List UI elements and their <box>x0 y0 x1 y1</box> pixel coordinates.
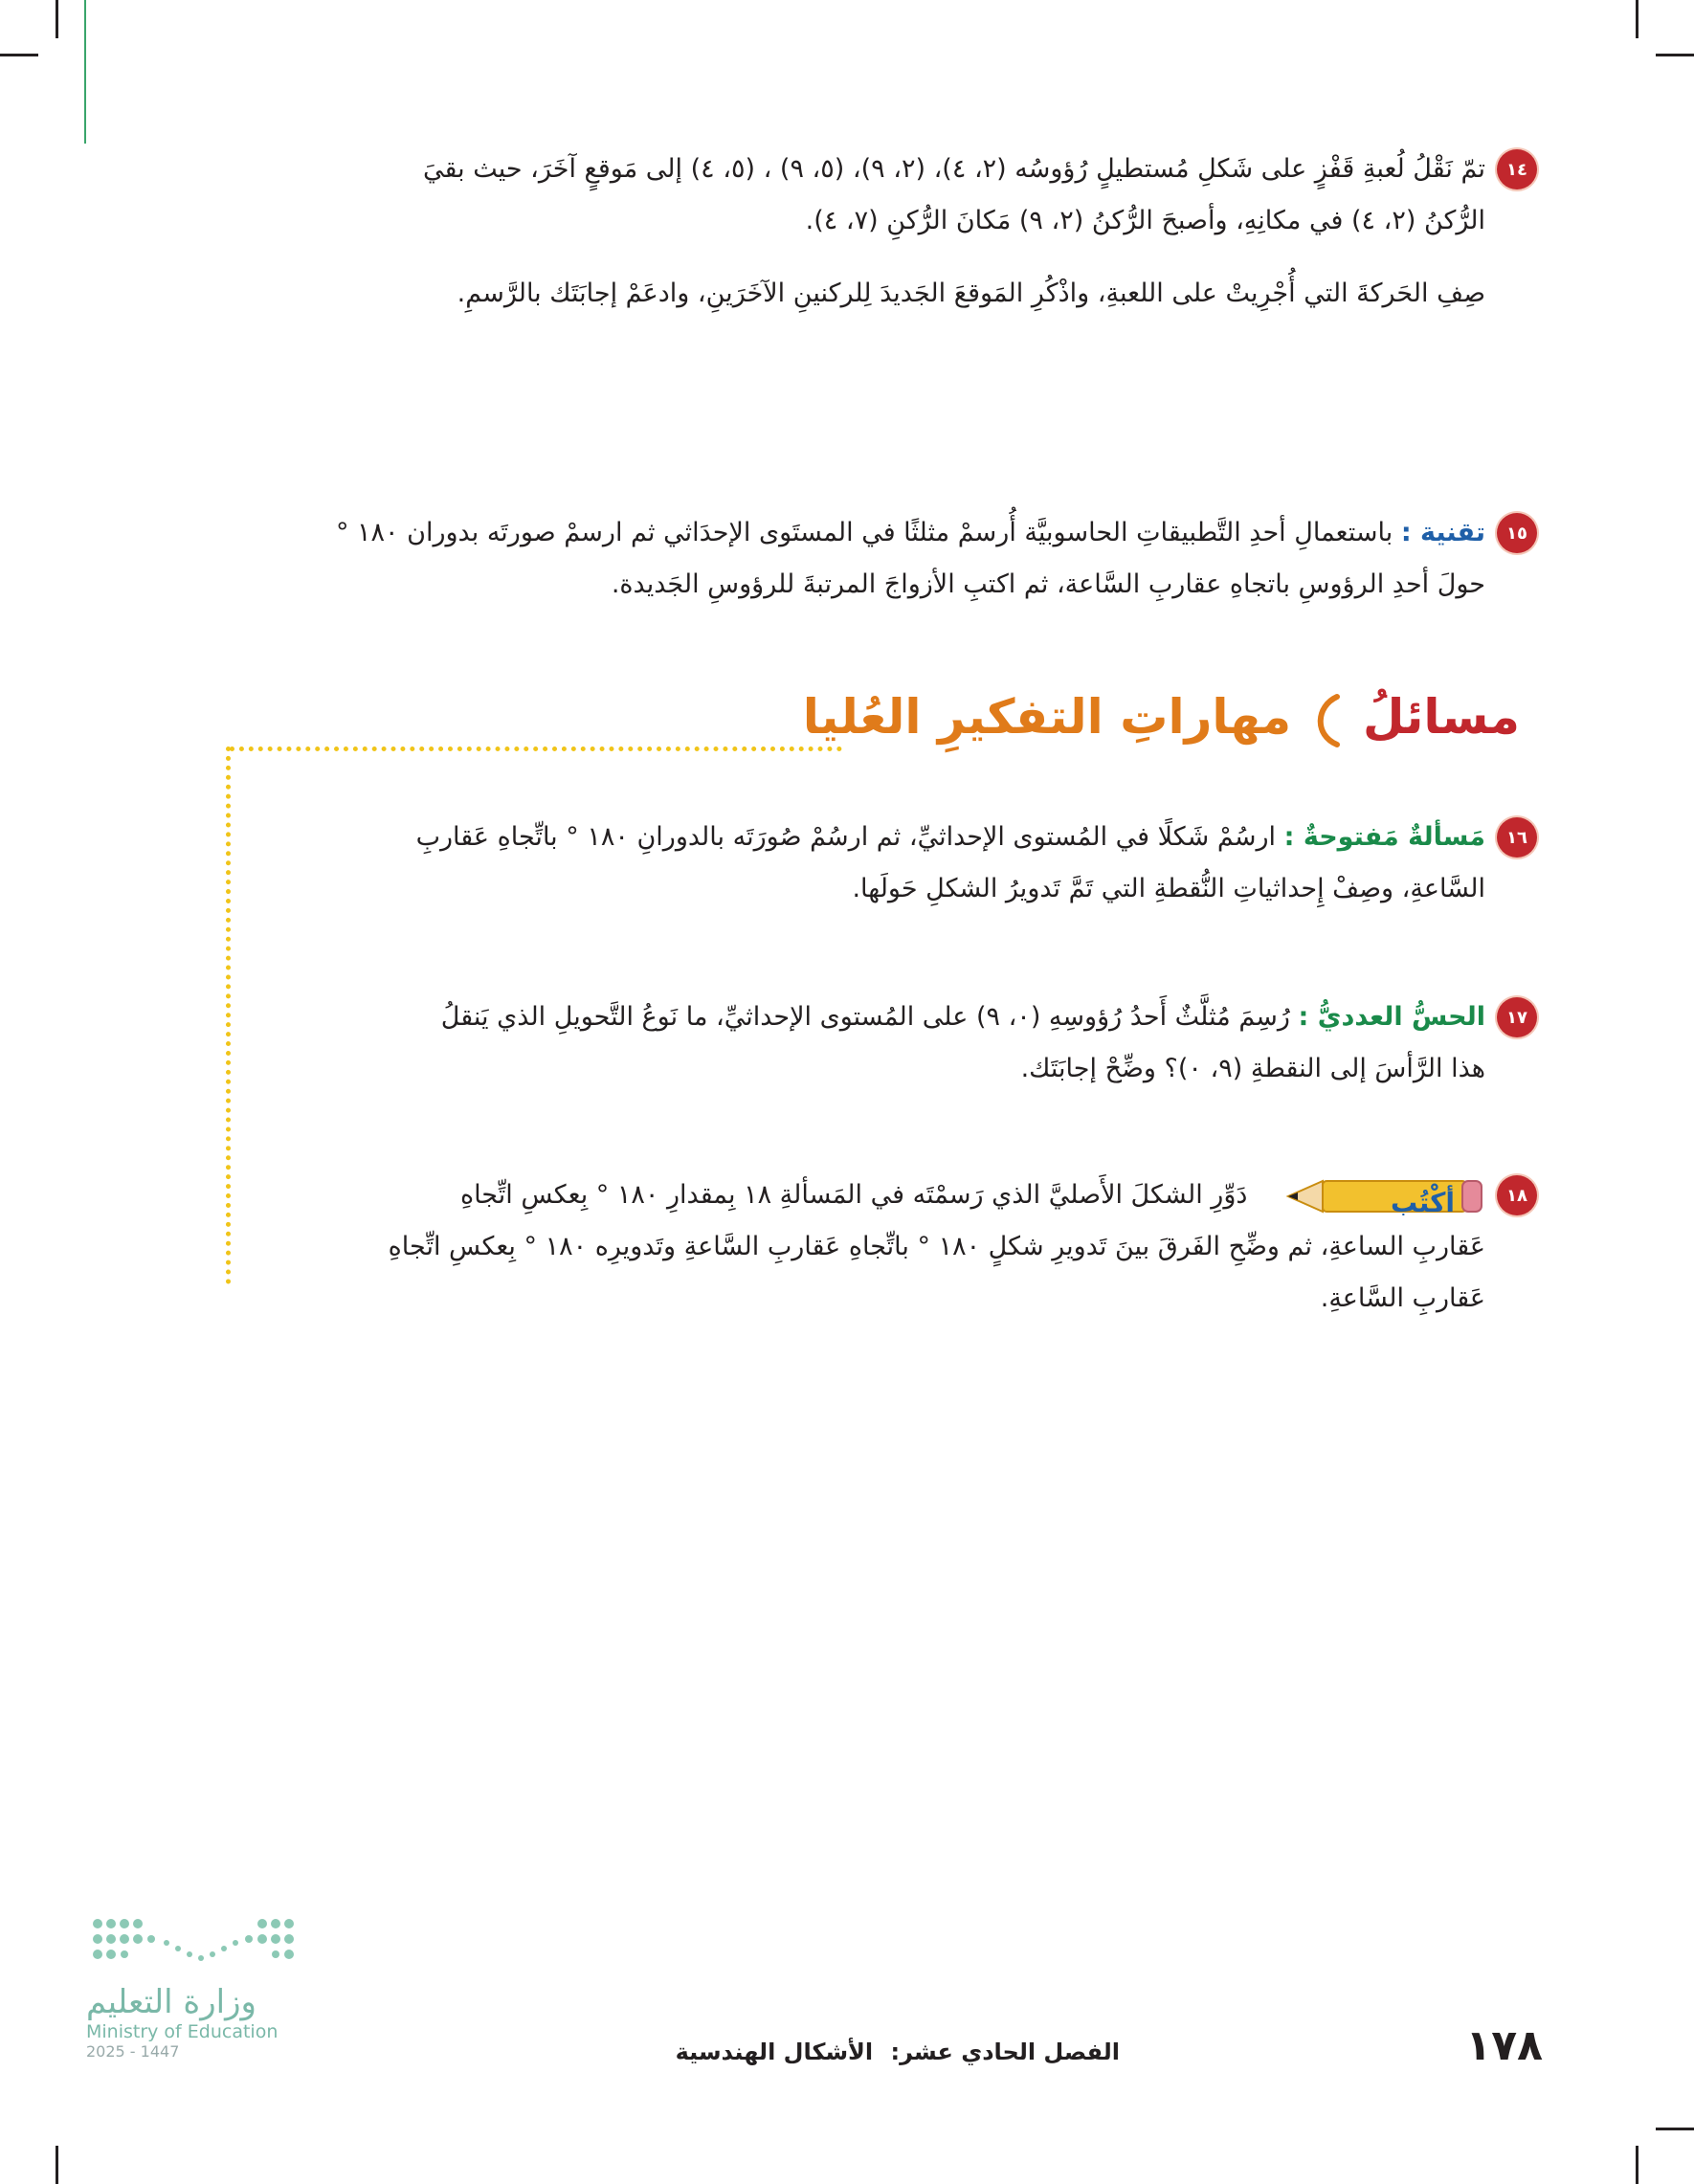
crop-mark <box>56 2146 58 2184</box>
crop-mark <box>1636 2146 1638 2184</box>
crop-mark <box>1656 2128 1694 2130</box>
problem-text-line <box>182 1170 1485 1221</box>
footer-chapter-label: الفصل الحادي عشر: <box>890 2039 1120 2065</box>
footer-chapter <box>676 2039 1120 2065</box>
problem-label: تقنية : <box>1400 518 1485 547</box>
crop-mark <box>56 0 58 38</box>
problem-text-line <box>182 812 1485 863</box>
problem-number: ١٤ <box>1497 149 1537 189</box>
problem-label: الحسُّ العدديُّ : <box>1298 1002 1485 1032</box>
problem-14 <box>182 144 1527 320</box>
problem-17 <box>182 992 1527 1095</box>
footer-chapter-title: الأشكال الهندسية <box>675 2039 874 2065</box>
write-badge <box>1284 1175 1485 1217</box>
ministry-dots-icon <box>86 1914 306 1972</box>
dotted-border-top <box>230 747 842 751</box>
crop-mark <box>1656 54 1694 56</box>
problem-text-line: تمّ نَقْلُ لُعبةِ قَفْزٍ على شَكلِ مُستطيلٍ رُؤوسُه (٢، ٤)، (٢، ٩)، (٥، ٩) ، (٥، ٤) إلى مَوقعٍ آخَرَ، حيث بقيَ <box>422 154 1485 184</box>
crop-mark <box>1636 0 1638 38</box>
problem-text-line: عَقاربِ الساعةِ، ثم وضِّحِ الفَرقَ بينَ تَدويرِ شكلٍ ١٨٠ ° باتِّجاهِ عَقاربِ السَّاعةِ وتَدويرِه ١٨٠ ° بِعكسِ اتِّجاهِ <box>388 1232 1485 1261</box>
logo-year: 2025 - 1447 <box>86 2042 180 2061</box>
green-margin-line <box>84 0 86 144</box>
problem-label: مَسألةٌ مَفتوحةٌ : <box>1283 822 1485 852</box>
problem-text-line: حولَ أحدِ الرؤوسِ باتجاهِ عقاربِ السَّاعة، ثم اكتبِ الأزواجَ المرتبةَ للرؤوسِ الجَديدة. <box>611 569 1485 599</box>
problem-text: باستعمالِ أحدِ التَّطبيقاتِ الحاسوبيَّة أُرسمْ مثلثًا في المستَوى الإحدَاثي ثم ارسمْ صورتَه بدوران ١٨٠ ° <box>335 518 1393 547</box>
problem-text-line <box>182 507 1485 559</box>
section-title-orange: مهاراتِ التفكيرِ العُليا <box>802 689 1292 745</box>
problem-text: دَوِّرِ الشكلَ الأَصليَّ الذي رَسمْتَه في المَسألةِ ١٨ بِمقدارِ ١٨٠ ° بِعكسِ اتِّجاهِ <box>459 1180 1248 1210</box>
problem-text-line: صِفِ الحَركةَ التي أُجْرِيتْ على اللعبةِ، واذْكُرِ المَوقعَ الجَديدَ لِلركنينِ الآخَرَينِ، وادعَمْ إجابَتَك بالرَّسمِ. <box>457 279 1485 308</box>
problem-text-line <box>182 992 1485 1043</box>
section-title <box>803 689 1520 748</box>
problem-text-line: عَقاربِ السَّاعةِ. <box>1320 1283 1485 1313</box>
problem-15 <box>182 507 1527 611</box>
problem-number: ١٧ <box>1497 997 1537 1037</box>
problem-text-line: هذا الرَّأسَ إلى النقطةِ (٩، ٠)؟ وضِّحْ إجابَتَك. <box>1020 1054 1485 1083</box>
problem-16 <box>182 812 1527 915</box>
section-title-red: مسائلُ <box>1362 689 1520 745</box>
pencil-icon <box>1284 1175 1485 1217</box>
problem-text: ارسُمْ شَكلًا في المُستوى الإحداثيِّ، ثم ارسُمْ صُورَتَه بالدورانِ ١٨٠ ° باتِّجاهِ عَقاربِ <box>415 822 1277 852</box>
write-badge-label: أكْتُب <box>1391 1186 1455 1218</box>
problem-number: ١٥ <box>1497 513 1537 553</box>
problem-text-line: السَّاعةِ، وصِفْ إِحداثياتِ النُّقطةِ التي تَمَّ تَدويرُ الشكلِ حَولَها. <box>852 874 1485 903</box>
problem-number: ١٨ <box>1497 1175 1537 1215</box>
logo-arabic: وزارة التعليم <box>86 1983 256 2021</box>
problem-18 <box>182 1170 1527 1325</box>
problem-text: رُسِمَ مُثلَّثٌ أَحدُ رُؤوسِهِ (٠، ٩) على المُستوى الإحداثيِّ، ما نَوعُ التَّحويلِ الذي يَنقلُ <box>440 1002 1290 1032</box>
page-number: ١٧٨ <box>1465 2021 1543 2070</box>
swirl-icon <box>1308 693 1347 748</box>
crop-mark <box>0 54 38 56</box>
problem-text-line: الرُّكنُ (٢، ٤) في مكانِهِ، وأصبحَ الرُّكنُ (٢، ٩) مَكانَ الرُّكنِ (٧، ٤). <box>805 206 1485 235</box>
logo-english: Ministry of Education <box>86 2021 279 2042</box>
ministry-logo <box>86 1914 316 2061</box>
problem-number: ١٦ <box>1497 817 1537 858</box>
